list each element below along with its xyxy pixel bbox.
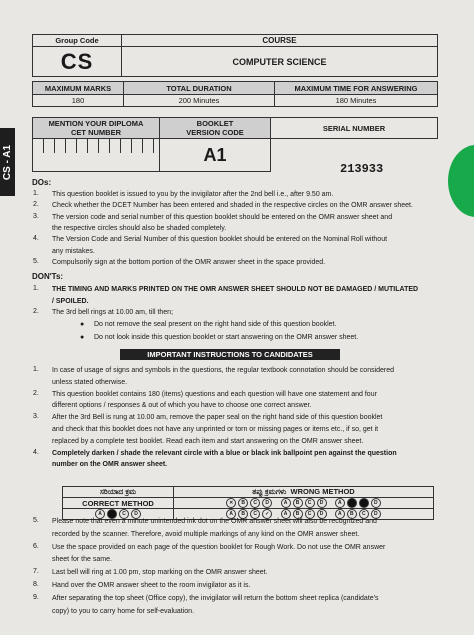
booklet-label-line2: VERSION CODE xyxy=(186,128,244,137)
item-text: different options / responses & out of which you have to choose one correct answer. xyxy=(52,402,312,410)
green-seal-mark xyxy=(448,145,474,217)
serial-number: 213933 xyxy=(340,162,384,176)
item-text: Last bell will ring at 1.00 pm, stop marking on the OMR answer sheet. xyxy=(52,569,268,577)
bullet-icon: ● xyxy=(80,321,85,328)
item-text: / SPOILED. xyxy=(52,297,89,305)
max-time-label: MAXIMUM TIME FOR ANSWERING xyxy=(275,82,438,95)
item-text: Please note that even a minute unintended ink dot on the OMR answer sheet will also be recognized and xyxy=(52,518,377,525)
item-number: 2. xyxy=(33,308,39,315)
booklet-code-cell xyxy=(160,139,271,172)
item-text: After separating the top sheet (Office copy), the invigilator will return the bottom sheet replica (candidate's xyxy=(52,594,379,602)
wrong-kannada: ತಪ್ಪು ಕ್ರಮಗಳು xyxy=(252,487,287,496)
item-number: 1. xyxy=(33,285,39,292)
course-value: COMPUTER SCIENCE xyxy=(122,47,438,77)
item-text: any mistakes. xyxy=(52,247,95,255)
max-time-value: 180 Minutes xyxy=(275,95,438,107)
correct-sample: A B C D xyxy=(63,509,174,520)
item-number: 8. xyxy=(33,581,39,588)
item-text: Use the space provided on each page of the question booklet for Rough Work. Do not use the OMR answer xyxy=(52,543,386,551)
side-tab xyxy=(0,128,15,196)
item-number: 7. xyxy=(33,568,39,576)
item-number: 6. xyxy=(33,542,39,550)
item-text: In case of usage of signs and symbols in the questions, the regular textbook connotation should be considered xyxy=(52,367,395,374)
item-text: Check whether the DCET Number has been entered and shaded in the respective circles on the OMR answer sheet. xyxy=(52,202,413,210)
duration-value: 200 Minutes xyxy=(124,95,275,107)
item-number: 4. xyxy=(33,235,39,243)
group-code-text: CS xyxy=(60,48,94,74)
item-text: The version code and serial number of this question booklet should be entered on the OMR answer sheet and xyxy=(52,213,393,221)
item-text: number on the OMR answer sheet. xyxy=(52,461,168,469)
wrong-samples-row2: A B C ✓ A B C D A B C D xyxy=(174,509,434,520)
item-text: recorded by the scanner. Therefore, avoid multiple markings of any kind on the OMR answer sheet. xyxy=(52,530,360,538)
item-text: This question booklet is issued to you by the invigilator after the 2nd bell i.e., after 9.50 am. xyxy=(52,191,334,198)
diploma-label xyxy=(33,118,160,139)
item-number: 1. xyxy=(33,366,39,373)
course-label: COURSE xyxy=(122,35,438,47)
item-number: 4. xyxy=(33,448,39,456)
correct-method-label: CORRECT METHOD xyxy=(63,498,174,509)
item-number: 2. xyxy=(33,201,39,209)
item-number: 3. xyxy=(33,212,39,220)
duration-label: TOTAL DURATION xyxy=(124,82,275,95)
diploma-number-boxes xyxy=(33,139,160,172)
max-marks-label: MAXIMUM MARKS xyxy=(33,82,124,95)
item-number: 3. xyxy=(33,413,39,421)
instructions-title: IMPORTANT INSTRUCTIONS TO CANDIDATES xyxy=(120,349,340,360)
item-text: THE TIMING AND MARKS PRINTED ON THE OMR ANSWER SHEET SHOULD NOT BE DAMAGED / MUTILATED xyxy=(52,286,419,293)
group-code-value xyxy=(33,47,122,77)
item-text: the respective circles should also be shaded completely. xyxy=(52,224,227,232)
max-marks-value: 180 xyxy=(33,95,124,107)
dont-bullet-2: Do not look inside this question booklet or start answering on the OMR answer sheet. xyxy=(94,334,359,341)
marks-table xyxy=(32,81,438,107)
bullet-icon: ● xyxy=(80,334,85,341)
item-text: copy) to you to carry home for self-evaluation. xyxy=(52,607,195,615)
header-table xyxy=(32,34,438,77)
diploma-label-line2: CET NUMBER xyxy=(71,128,121,137)
item-text: replaced by a complete test booklet. Read each item and start answering on the OMR answer sheet. xyxy=(52,437,364,445)
booklet-label xyxy=(160,118,271,139)
item-text: This question booklet contains 180 (items) questions and each question will have one statement and four xyxy=(52,390,377,398)
correct-kannada: ಸರಿಯಾದ ಕ್ರಮ xyxy=(63,487,174,498)
diploma-label-line1: MENTION YOUR DIPLOMA xyxy=(48,119,144,128)
item-text: The 3rd bell rings at 10.00 am, till then; xyxy=(52,309,174,316)
dont-bullet-1: Do not remove the seal present on the right hand side of this question booklet. xyxy=(94,321,337,328)
item-number: 5. xyxy=(33,257,39,265)
item-number: 5. xyxy=(33,517,39,524)
serial-label: SERIAL NUMBER xyxy=(271,118,438,139)
omr-method-table xyxy=(62,486,434,520)
item-text: Completely darken / shade the relevant circle with a blue or black ink ballpoint pen against the question xyxy=(52,449,397,457)
wrong-method-label: WRONG METHOD xyxy=(290,487,355,496)
item-number: 2. xyxy=(33,389,39,397)
item-text: and check that this booklet does not have any unprinted or torn or missing pages or items etc., if so, get it xyxy=(52,426,379,433)
side-tab-label: CS - A1 xyxy=(2,144,14,180)
item-text: The Version Code and Serial Number of this question booklet should be entered on the Nominal Roll without xyxy=(52,236,388,244)
donts-title: DON'Ts: xyxy=(32,272,64,281)
item-text: Compulsorily sign at the bottom portion of the OMR answer sheet in the space provided. xyxy=(52,258,326,266)
wrong-kannada-cell xyxy=(174,487,434,498)
item-text: Hand over the OMR answer sheet to the room invigilator as it is. xyxy=(52,582,251,589)
item-text: unless stated otherwise. xyxy=(52,378,128,386)
dos-title: DOs: xyxy=(32,178,52,187)
item-number: 9. xyxy=(33,593,39,601)
item-text: sheet for the same. xyxy=(52,556,112,564)
group-code-label: Group Code xyxy=(33,35,122,47)
wrong-samples-row1: ✕ B C D A B C D A B C D xyxy=(174,498,434,509)
booklet-label-line1: BOOKLET xyxy=(196,119,234,128)
item-number: 1. xyxy=(33,190,39,197)
booklet-code: A1 xyxy=(203,144,227,165)
item-text: After the 3rd Bell is rung at 10.00 am, remove the paper seal on the right hand side of this question booklet xyxy=(52,414,383,422)
